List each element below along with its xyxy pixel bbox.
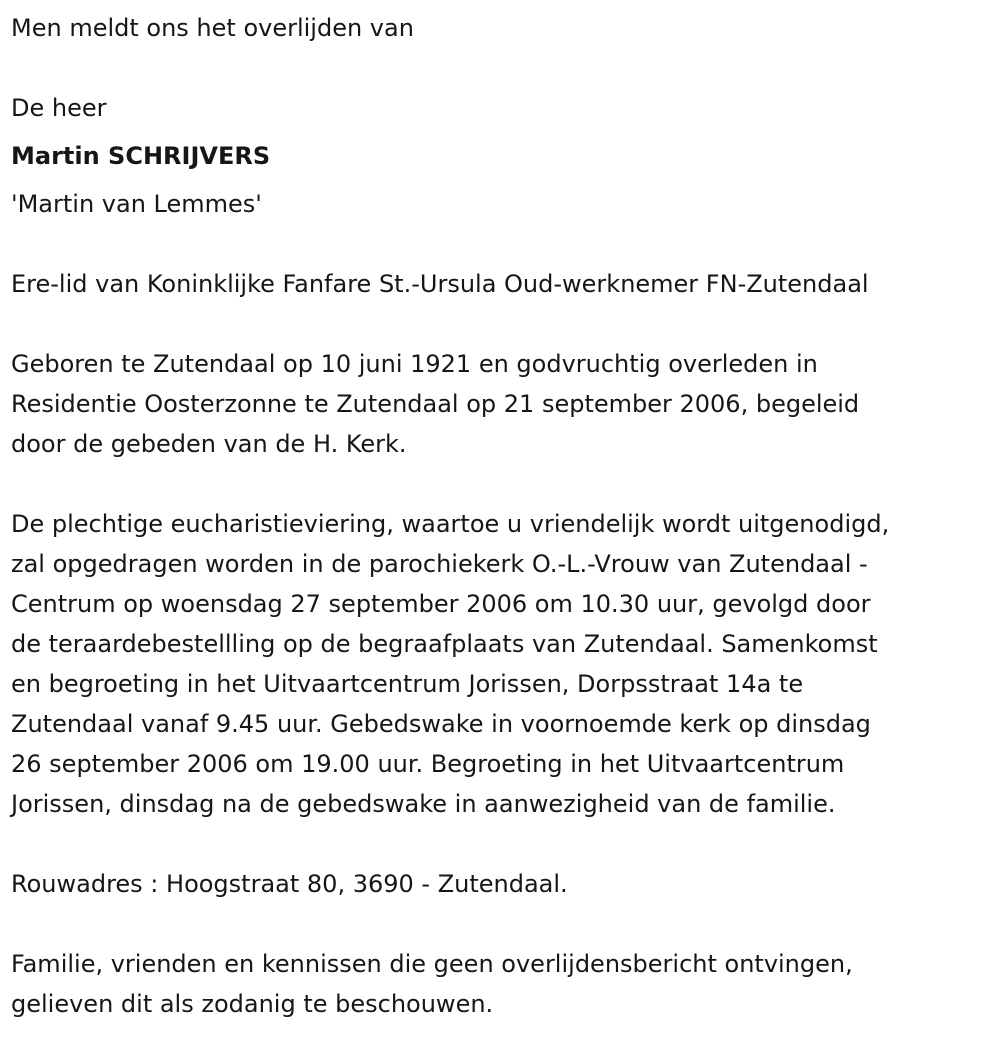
- paragraph-line: Zutendaal vanaf 9.45 uur. Gebedswake in voornoemde kerk op dinsdag: [11, 710, 871, 738]
- closing-paragraph: [11, 944, 1000, 1024]
- salutation: De heer: [11, 94, 107, 122]
- spacer: [11, 224, 1000, 264]
- paragraph-line: Geboren te Zutendaal op 10 juni 1921 en godvruchtig overleden in: [11, 350, 818, 378]
- deceased-name: Martin SCHRIJVERS: [11, 142, 271, 170]
- spacer: [11, 48, 1000, 88]
- paragraph-line: en begroeting in het Uitvaartcentrum Jorissen, Dorpsstraat 14a te: [11, 670, 804, 698]
- spacer: [11, 304, 1000, 344]
- birth-death-paragraph: [11, 344, 1000, 464]
- paragraph-line: gelieven dit als zodanig te beschouwen.: [11, 990, 494, 1018]
- paragraph-line: zal opgedragen worden in de parochiekerk O.-L.-Vrouw van Zutendaal -: [11, 550, 868, 578]
- paragraph-line: de teraardebestellling op de begraafplaats van Zutendaal. Samenkomst: [11, 630, 878, 658]
- paragraph-line: Centrum op woensdag 27 september 2006 om 10.30 uur, gevolgd door: [11, 590, 871, 618]
- paragraph-line: 26 september 2006 om 19.00 uur. Begroeting in het Uitvaartcentrum: [11, 750, 845, 778]
- ceremony-paragraph: [11, 504, 1000, 824]
- mourning-address: Rouwadres : Hoogstraat 80, 3690 - Zutendaal.: [11, 870, 568, 898]
- intro-text: Men meldt ons het overlijden van: [11, 14, 414, 42]
- affiliation-text: Ere-lid van Koninklijke Fanfare St.-Ursula Oud-werknemer FN-Zutendaal: [11, 270, 869, 298]
- paragraph-line: Familie, vrienden en kennissen die geen overlijdensbericht ontvingen,: [11, 950, 853, 978]
- paragraph-line: door de gebeden van de H. Kerk.: [11, 430, 407, 458]
- spacer: [11, 824, 1000, 864]
- spacer: [11, 904, 1000, 944]
- paragraph-line: De plechtige eucharistieviering, waartoe u vriendelijk wordt uitgenodigd,: [11, 510, 890, 538]
- deceased-nickname: 'Martin van Lemmes': [11, 190, 262, 218]
- paragraph-line: Residentie Oosterzonne te Zutendaal op 21 september 2006, begeleid: [11, 390, 860, 418]
- spacer: [11, 464, 1000, 504]
- paragraph-line: Jorissen, dinsdag na de gebedswake in aanwezigheid van de familie.: [11, 790, 836, 818]
